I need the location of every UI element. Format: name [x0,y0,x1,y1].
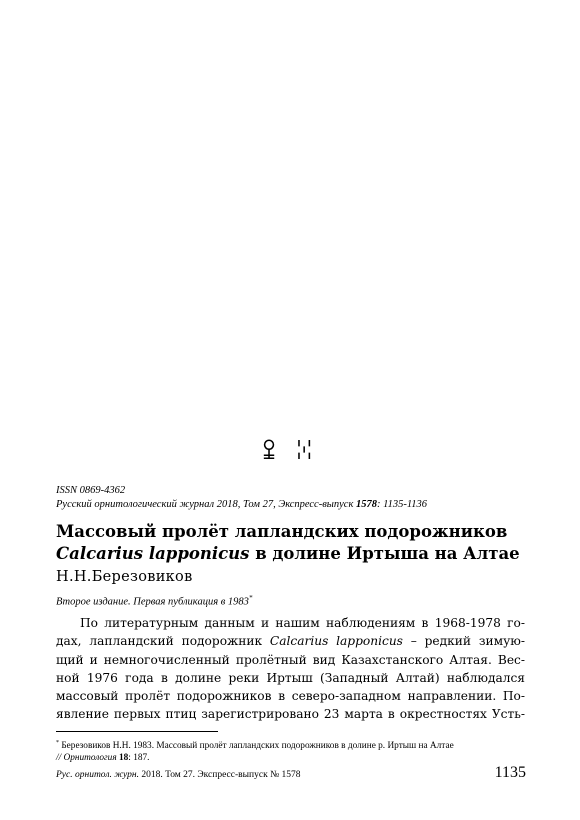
footnote-pages: : 187. [128,753,150,764]
footnote-source: // Орнитология [56,753,117,764]
footnote-line-1 [56,737,526,752]
title-rest: в долине Иртыша на Алтае [249,544,520,563]
edition-note [56,594,252,608]
title-line-1: Массовый пролёт лапландских подорожников [56,522,508,541]
article-body [56,614,525,724]
body-line-6: явление первых птиц зарегистрировано 23 марта в окрестностях Усть- [56,707,525,722]
footnote [56,737,526,764]
journal-pages: : 1135-1136 [377,499,428,510]
title-line-2 [56,543,526,565]
author-name: Н.Н.Березовиков [56,569,193,585]
edition-text: Второе издание. Первая публикация в 1983 [56,596,249,608]
footnote-rule [56,731,218,732]
body-species: Calcarius lapponicus [269,634,403,649]
footer-citation [56,770,301,780]
footnote-mark: * [248,594,253,602]
page-number: 1135 [494,764,526,781]
journal-prefix: Русский орнитологический журнал 2018, Том 27, Экспресс-выпуск [56,499,356,510]
footnote-text: Березовиков Н.Н. 1983. Массовый пролёт лапландских подорожников в долине р. Иртыш на Алтае [59,741,454,752]
body-line-1: По литературным данным и нашим наблюдениям в 1968-1978 го- [80,616,525,630]
journal-citation [56,499,427,510]
ornament-divider: ꔍ ꔘ [262,436,318,466]
footer-journal: Рус. орнитол. журн. [56,770,139,780]
body-line-4: ной 1976 года в долине реки Иртыш (Западный Алтай) наблюдался [56,670,525,685]
footnote-mark: * [56,740,59,746]
title-species: Calcarius lapponicus [56,544,250,563]
body-line-2a: дах, лапландский подорожник [56,634,270,649]
issue-number: 1578 [356,499,377,510]
issn-line: ISSN 0869-4362 [56,485,126,496]
body-line-5: массовый пролёт подорожников в северо-западном направлении. По- [56,689,525,704]
article-title [56,521,526,565]
body-line-3: щий и немногочисленный пролётный вид Казахстанского Алтая. Вес- [56,652,525,667]
footnote-line-2 [56,752,526,764]
body-line-2 [56,632,525,650]
footnote-volume: 18 [119,753,129,764]
footer-issue: 2018. Том 27. Экспресс-выпуск № 1578 [138,770,301,780]
body-line-2b: – редкий зимую- [402,634,525,649]
